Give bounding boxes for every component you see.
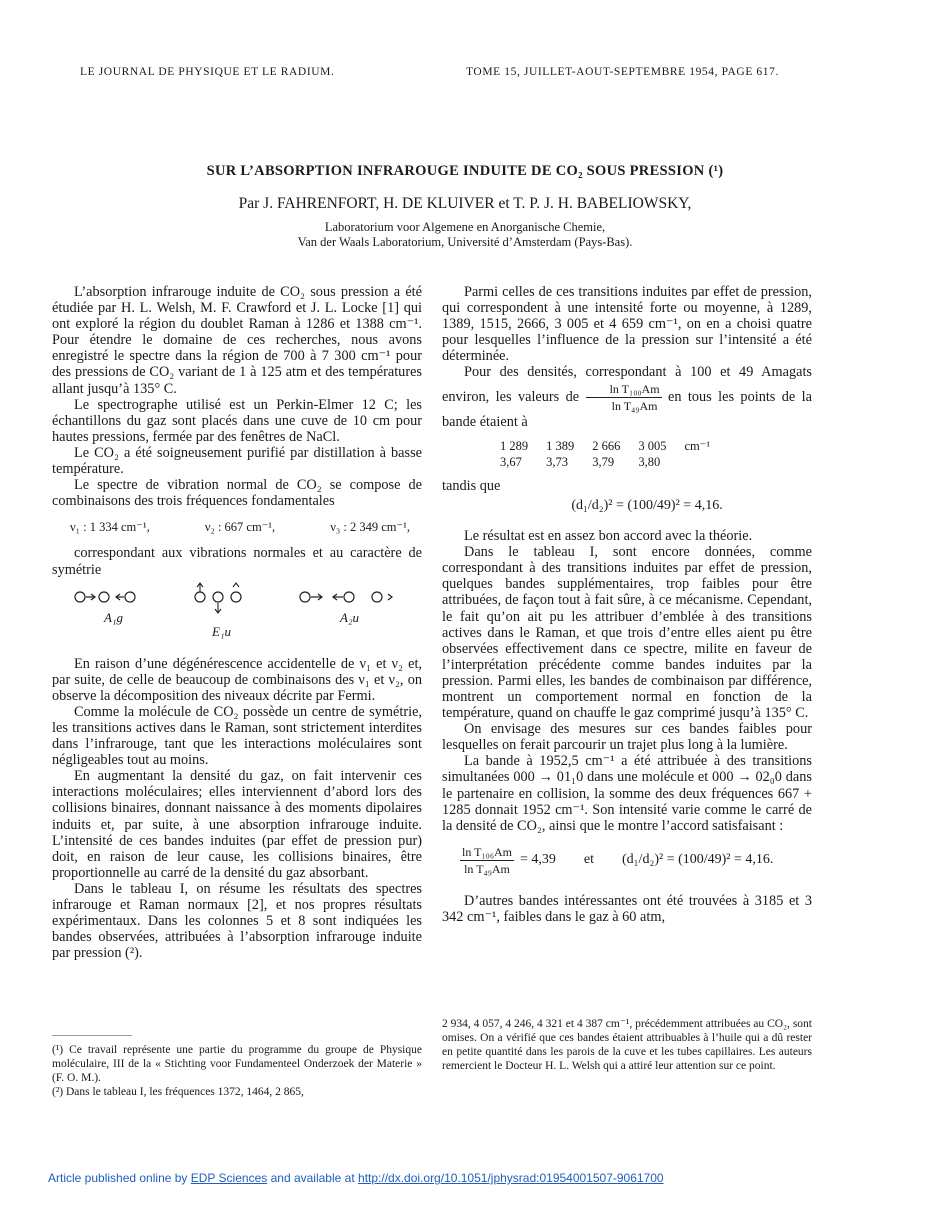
table-cell: 3,73 [546, 454, 568, 469]
table-cell: 2 666 [592, 438, 621, 453]
ratio-table [500, 438, 728, 470]
eq2-rhs: (d₁/d₂)² = (100/49)² = 4,16. [622, 852, 774, 868]
fundamental-frequencies [70, 519, 410, 535]
affiliation [0, 220, 930, 250]
paragraph: Parmi celles de ces transitions induites par effet de pression, qui correspondent à une intensité forte ou moyenne, à 1289, 1389, 1515, 2666, 3 005 et 4 659 cm⁻¹, on en a choisi quatre pour lesquelles l’influence de la pression sur l’intensité a été déterminée. [442, 284, 812, 365]
table-cell: cm⁻¹ [684, 438, 711, 453]
eq2-ratio [460, 844, 514, 877]
eq2-value: = 4,39 [520, 852, 556, 868]
paragraph: D’autres bandes intéressantes ont été trouvées à 3185 et 3 342 cm⁻¹, faibles dans le gaz à 60 atm, [442, 893, 812, 926]
table-cell: 3 005 [638, 438, 667, 453]
eq2-denominator: ln T₄₉Am [464, 861, 510, 876]
label-a2u: A₂u [340, 609, 359, 625]
authors: Par J. FAHRENFORT, H. DE KLUIVER et T. P. J. H. BABELIOWSKY, [238, 195, 692, 212]
paragraph [442, 364, 812, 429]
affiliation-line-2: Van der Waals Laboratorium, Université d’Amsterdam (Pays-Bas). [297, 235, 633, 249]
left-column [52, 284, 422, 961]
paragraph-text: en tous les points de la bande étaient à [442, 388, 813, 430]
footnote-1: (¹) Ce travail représente une partie du programme du groupe de Physique moléculaire, III de la « Stichting voor Fundamenteel Onderzoek der Materie » (F. O. M.). [52, 1044, 422, 1084]
table-row [500, 454, 728, 470]
frequency-nu2: ν₂ : 667 cm⁻¹, [204, 520, 276, 535]
mode-e1u-diagram [192, 580, 262, 630]
doi-link[interactable]: http://dx.doi.org/10.1051/jphysrad:01954001507-9061700 [358, 1171, 664, 1185]
paragraph: Dans le tableau I, on résume les résultats des spectres infrarouge et Raman normaux [2], et nos propres résultats expérimentaux. Dans les colonnes 5 et 8 sont indiquées les bandes observées, attribuées à l’absorption infrarouge induite par pression (²). [52, 880, 422, 962]
eq2-et: et [583, 852, 595, 868]
intensity-ratio [586, 381, 662, 414]
eq2-numerator: ln T₁₀₆Am [460, 844, 514, 861]
paragraph: Le spectre de vibration normal de CO₂ se compose de combinaisons des trois fréquences fondamentales [52, 477, 422, 510]
article-title: SUR L’ABSORPTION INFRAROUGE INDUITE DE CO₂ SOUS PRESSION (¹) [206, 163, 724, 179]
affiliation-line-1: Laboratorium voor Algemene en Anorganische Chemie, [324, 220, 606, 234]
footer-middle: and available at [270, 1171, 355, 1185]
table-cell: 3,79 [592, 454, 615, 469]
paragraph: Comme la molécule de CO₂ possède un centre de symétrie, les transitions actives dans le Raman, sont strictement interdites dans l’infrarouge, tant que les interactions moléculaires sont négligeables tout au moins. [52, 703, 422, 769]
footnote-continuation: 2 934, 4 057, 4 246, 4 321 et 4 387 cm⁻¹, précédemment attribuées au CO₂, sont omises. On a vérifié que ces bandes étaient attribuables à l’huile qui a dû rester en petite quantité dans les parois de la cuve et les tubes capillaires. Les auteurs remercient le Docteur H. L. Welsh qui a attiré leur attention sur ce point. [442, 1018, 812, 1072]
table-cell [685, 454, 729, 470]
frequency-nu3: ν₃ : 2 349 cm⁻¹, [330, 520, 410, 535]
table-cell: 1 389 [546, 438, 575, 453]
table-cell: 1 289 [500, 438, 529, 453]
density-ratio-equation: (d₁/d₂)² = (100/49)² = 4,16. [571, 497, 723, 513]
paragraph: L’absorption infrarouge induite de CO₂ sous pression a été étudiée par H. L. Welsh, M. F. Crawford et J. L. Locke [1] qui ont exploré la région du doublet Raman à 1286 et 1388 cm⁻¹. Pour étendre le domaine de ces recherches, nous avons enregistré le spectre dans la région de 700 à 7 300 cm⁻¹ pour des pressions de CO₂ variant de 1 à 125 atm et des températures allant jusqu’à 135° C. [52, 284, 422, 397]
volume-header: TOME 15, JUILLET-AOUT-SEPTEMBRE 1954, PAGE 617. [466, 66, 779, 78]
table-cell: 3,80 [638, 454, 661, 469]
mode-a1g-diagram [72, 580, 162, 610]
journal-header: LE JOURNAL DE PHYSIQUE ET LE RADIUM. [80, 66, 335, 78]
footer-prefix: Article published online by [48, 1171, 188, 1185]
publication-footer [48, 1171, 664, 1185]
ratio-denominator: ln T₄₉Am [611, 398, 658, 413]
paragraph: Le CO₂ a été soigneusement purifié par distillation à basse température. [52, 444, 422, 478]
paragraph: Le spectrographe utilisé est un Perkin-Elmer 12 C; les échantillons du gaz sont placés dans une cuve de 10 cm pour hautes pressions, fermée par des fenêtres de NaCl. [52, 396, 422, 445]
publisher-link[interactable]: EDP Sciences [190, 1171, 268, 1185]
paragraph: En augmentant la densité du gaz, on fait intervenir ces interactions moléculaires; elles interviennent d’abord lors des collisions binaires, donnant naissance à des moments dipolaires induits et, par suite, à une absorption infrarouge induite. L’intensité de ces bandes induites (par effet de pression pur) doit, en raison de leur cause, les collisions binaires, être proportionnelle au carré de la densité du gaz absorbant. [52, 768, 422, 881]
paragraph: Le résultat est en assez bon accord avec la théorie. [464, 528, 753, 545]
mode-a2u-diagram [297, 580, 407, 610]
footnotes-left [52, 1043, 422, 1099]
footnote-rule [52, 1035, 132, 1036]
ratio-numerator: ln T₁₀₀Am [586, 381, 662, 398]
footnote-2: (²) Dans le tableau I, les fréquences 1372, 1464, 2 865, [52, 1086, 304, 1098]
label-a1g: A₁g [104, 609, 123, 625]
right-column [442, 284, 812, 925]
table-cell: 3,67 [500, 454, 522, 469]
tandis-que: tandis que [442, 477, 501, 494]
paragraph: correspondant aux vibrations normales et au caractère de symétrie [52, 545, 422, 578]
frequency-nu1: ν₁ : 1 334 cm⁻¹, [70, 520, 150, 535]
paragraph: Dans le tableau I, sont encore données, comme correspondant à des transitions induites par effet de pression, quelques bandes supplémentaires, trop faibles pour être attribuées, de façon tout à fait sûre, à ce mécanisme. Cependant, le fait qu’on ait pu les attribuer d’emblée à des transitions actives dans le Raman, et que trois d’entre elles aient pu être observées effectivement dans ce spectre, milite en faveur de l’interprétation précédente comme bandes induites par la pression. Parmi elles, les bandes de combinaison par différence, montrent un comportement normal en fonction de la température, quand on chauffe le gaz comprimé jusqu’à 135° C. [442, 544, 812, 722]
paragraph: La bande à 1952,5 cm⁻¹ a été attribuée à des transitions simultanées 000 → 01₁0 dans une molécule et 000 → 02₀0 dans le partenaire en collision, la somme des deux fréquences 667 + 1285 donnait 1952 cm⁻¹. Son intensité varie comme le carré de la densité de CO₂, ainsi que le montre l’accord satisfaisant : [442, 753, 812, 834]
paragraph: En raison d’une dégénérescence accidentelle de ν₁ et ν₂ et, par suite, de celle de beaucoup de combinaisons des ν₁ et ν₂, on observe la décomposition des niveaux décrite par Fermi. [52, 655, 422, 704]
paragraph: On envisage des mesures sur ces bandes faibles pour lesquelles on ferait parcourir un trajet plus long à la lumière. [442, 721, 812, 754]
paragraph-text: Pour des densités, correspondant à 100 et 49 Amagats environ, les valeurs de [442, 364, 812, 405]
footnotes-right [442, 1017, 812, 1073]
label-e1u: E₁u [212, 623, 231, 639]
vibration-modes-diagram [52, 580, 422, 650]
table-row [500, 438, 728, 454]
intensity-equation [460, 844, 812, 877]
